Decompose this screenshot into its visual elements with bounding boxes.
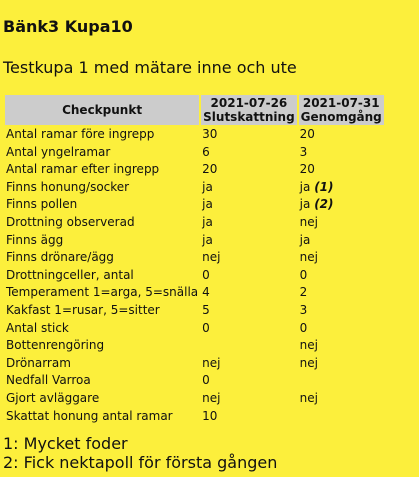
row-value-slutskattning: nej	[202, 390, 221, 405]
header-kind: Genomgång	[300, 110, 382, 124]
row-value-text: 0	[299, 267, 308, 282]
row-label: Finns honung/socker	[6, 179, 130, 194]
row-value-genomgang	[299, 215, 384, 231]
row-label: Gjort avläggare	[6, 390, 100, 405]
row-value-slutskattning: 4	[202, 285, 210, 300]
table-row	[5, 391, 384, 407]
row-label: Finns ägg	[6, 232, 64, 247]
row-value-genomgang	[299, 373, 384, 389]
table-row	[5, 197, 384, 213]
table-row	[5, 268, 384, 284]
row-value-text: 0	[299, 320, 308, 335]
table-row	[5, 338, 384, 354]
row-label: Antal yngelramar	[6, 144, 111, 159]
row-label: Nedfall Varroa	[6, 373, 91, 388]
row-value-genomgang	[299, 409, 384, 425]
row-label: Antal ramar före ingrepp	[6, 127, 155, 141]
table-row	[5, 409, 384, 425]
row-value-slutskattning: nej	[202, 250, 221, 265]
row-value-text: 3	[299, 302, 308, 317]
table-row	[5, 321, 384, 337]
row-value-genomgang	[299, 145, 384, 161]
row-value-slutskattning: ja	[202, 232, 213, 247]
table-row	[5, 356, 384, 372]
row-value-text: 20	[299, 162, 315, 177]
row-value-genomgang	[299, 162, 384, 178]
table-row	[5, 127, 384, 143]
row-value-slutskattning: 0	[202, 267, 210, 282]
row-value-slutskattning: 10	[202, 408, 218, 423]
header-date-1	[201, 95, 297, 125]
row-value-genomgang	[299, 321, 384, 337]
footnote-2: 2: Fick nektapoll för första gången	[3, 453, 278, 472]
table-row	[5, 373, 384, 389]
row-value-genomgang	[299, 303, 384, 319]
row-label: Drottningceller, antal	[6, 267, 134, 282]
row-value-slutskattning: ja	[202, 197, 213, 212]
row-value-slutskattning: nej	[202, 355, 221, 370]
row-value-text: ja	[299, 232, 311, 247]
row-value-text: nej	[299, 355, 318, 370]
footnote-reference: (1)	[314, 179, 334, 194]
header-date: 2021-07-26	[210, 96, 288, 110]
row-value-slutskattning: 0	[202, 320, 210, 335]
row-value-slutskattning: 0	[202, 373, 210, 388]
row-label: Drottning observerad	[6, 214, 135, 229]
row-value-genomgang	[299, 197, 384, 213]
row-label: Antal stick	[6, 320, 69, 335]
row-label: Skattat honung antal ramar	[6, 408, 173, 423]
row-value-text: ja	[299, 179, 311, 194]
table-row	[5, 250, 384, 266]
row-value-genomgang	[299, 250, 384, 266]
row-label: Bottenrengöring	[6, 338, 105, 353]
table-row	[5, 145, 384, 161]
table-row	[5, 285, 384, 301]
header-date-2	[299, 95, 384, 125]
row-value-slutskattning: 6	[202, 144, 210, 159]
footnotes	[3, 434, 277, 472]
row-value-slutskattning: ja	[202, 179, 213, 194]
row-label: Finns drönare/ägg	[6, 250, 114, 265]
header-label: Checkpunkt	[62, 103, 143, 117]
row-value-slutskattning: 20	[202, 162, 218, 177]
row-value-genomgang	[299, 268, 384, 284]
table-row	[5, 233, 384, 249]
header-kind: Slutskattning	[203, 110, 295, 124]
row-value-slutskattning: 5	[202, 302, 210, 317]
row-value-text: nej	[299, 390, 318, 405]
header-checkpunkt	[5, 95, 199, 125]
header-date: 2021-07-31	[302, 96, 380, 110]
page-title: Bänk3 Kupa10	[3, 17, 133, 36]
row-value-genomgang	[299, 356, 384, 372]
row-value-genomgang	[299, 285, 384, 301]
row-value-genomgang	[299, 338, 384, 354]
checkpoint-table	[3, 93, 386, 426]
row-value-text: 20	[299, 127, 315, 141]
table-row	[5, 162, 384, 178]
row-value-slutskattning	[201, 338, 297, 354]
row-value-text: 2	[299, 285, 308, 300]
row-value-text: ja	[299, 197, 311, 212]
row-value-slutskattning: 30	[202, 127, 218, 141]
table-body	[5, 127, 384, 424]
row-label: Kakfast 1=rusar, 5=sitter	[6, 302, 160, 317]
row-label: Temperament 1=arga, 5=snälla	[6, 285, 199, 300]
row-value-text: nej	[299, 214, 318, 229]
row-value-text: nej	[299, 250, 318, 265]
row-label: Antal ramar efter ingrepp	[6, 162, 160, 177]
table-row	[5, 215, 384, 231]
row-value-genomgang	[299, 391, 384, 407]
row-value-genomgang	[299, 233, 384, 249]
row-value-slutskattning: ja	[202, 214, 213, 229]
table-row	[5, 180, 384, 196]
page-subtitle: Testkupa 1 med mätare inne och ute	[3, 58, 297, 77]
table-row	[5, 303, 384, 319]
row-value-genomgang	[299, 127, 384, 143]
row-label: Finns pollen	[6, 197, 78, 212]
footnote-1: 1: Mycket foder	[3, 434, 128, 453]
row-label: Drönarram	[6, 355, 71, 370]
table-header-row	[5, 95, 384, 125]
row-value-text: 3	[299, 144, 308, 159]
row-value-text: nej	[299, 338, 318, 353]
footnote-reference: (2)	[314, 197, 334, 212]
row-value-genomgang	[299, 180, 384, 196]
